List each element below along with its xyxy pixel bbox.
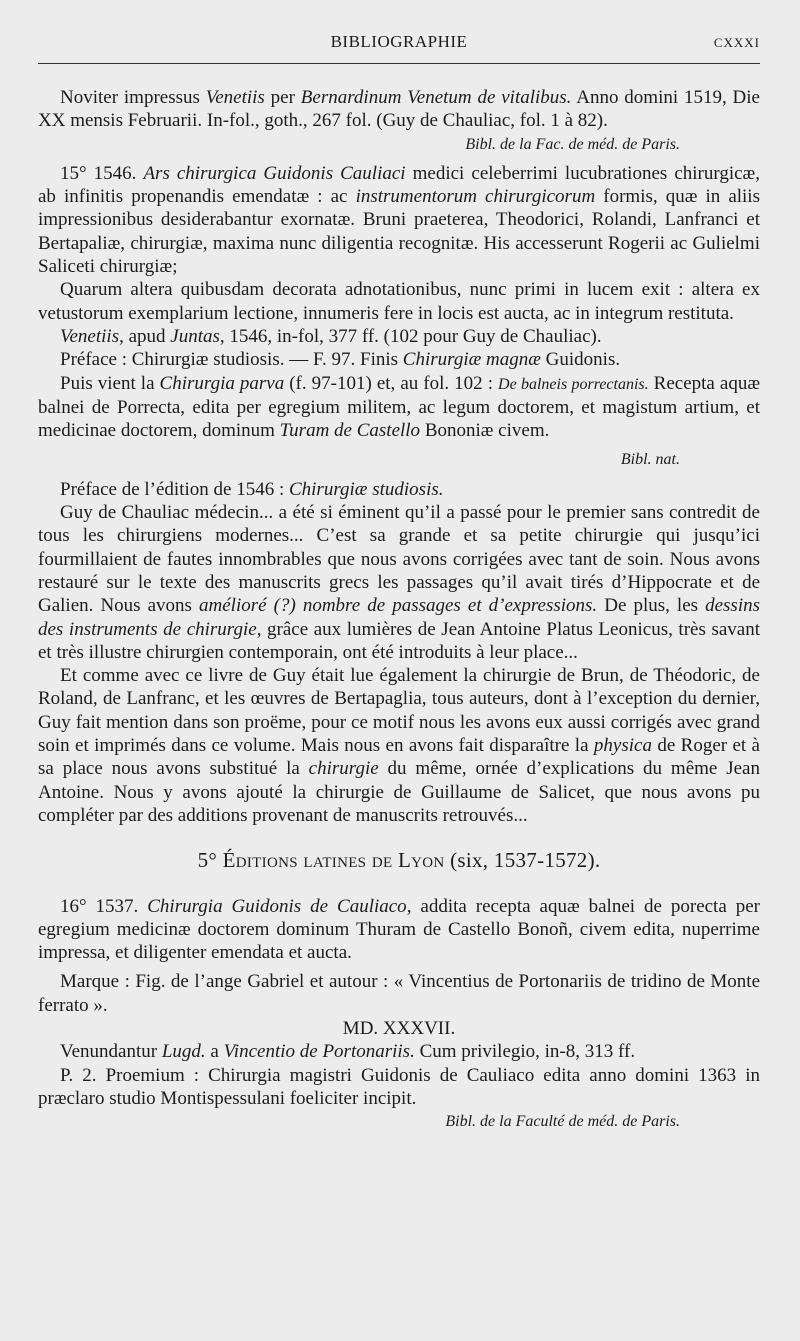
library-citation-1: Bibl. de la Fac. de méd. de Paris. (465, 135, 680, 153)
text-run: Venundantur (60, 1041, 162, 1063)
paragraph-venundantur (38, 1040, 760, 1063)
italic-run: chirurgie (308, 758, 379, 780)
header-rule (38, 63, 760, 64)
entry-number: 15° 1546. (60, 162, 144, 184)
text-run: Préface : Chirurgiæ studiosis. — F. 97. Finis (60, 349, 403, 371)
running-head (38, 28, 760, 58)
paragraph-guy-de-chauliac (38, 501, 760, 664)
text-run: Noviter impressus (60, 87, 206, 108)
text-run: du même, ornée d’explications du même Jean Antoine. Nous y avons ajouté la chirurgie de Guillaume de Salicet, que nous avons pu compléter par des additions provenant de manuscrits retrouvés... (38, 758, 760, 826)
text-run: Guidonis. (540, 349, 621, 371)
text-run: de Roger et à sa place nous avons substitué la (38, 735, 760, 780)
paragraph-preface (38, 348, 760, 371)
text-run: Et comme avec ce livre de Guy était lue également la chirurgie de Brun, de Théodoric, de Roland, de Lanfranc, et les œuvres de Bertapaglia, tous auteurs, dont à l’exception du dernier, Guy fait mention dans son proëme, pour ce motif nous les avons eux aussi corrigés avec grand soin et imprimés dans ce volume. Mais nous en avons fait disparaître la (38, 665, 760, 757)
text-run: formis, quæ in aliis impressionibus desiderabantur exornatæ. Bruni praeterea, Theodorici, Rolandi, Lanfranci et Bertapaliæ, chirurgiæ, maxima nunc diligentia recognitæ. His accesserunt Rogerii ac Gulielmi Saliceti chirurgiæ; (38, 186, 760, 278)
italic-run: Lugd. (161, 1041, 206, 1063)
italic-run: Ars chirurgica Guidonis Cauliaci (143, 162, 406, 184)
italic-run: Chirurgia parva (159, 372, 285, 394)
text-run: Préface de l’édition de 1546 : (60, 478, 289, 500)
library-citation-2: Bibl. nat. (620, 451, 680, 469)
paragraph-preface-1546 (38, 478, 760, 501)
paragraph-chirurgia-parva (38, 372, 760, 443)
italic-run: amélioré (?) nombre de passages et d’expressions. (199, 595, 598, 617)
text-run: Puis vient la (60, 372, 160, 394)
text-run: grâce aux lumières de Jean Antoine Platus Leonicus, très savant et très illustre chirurgien contemporain, ont été introduits à leur place... (38, 618, 760, 663)
italic-run: Chirurgiæ studiosis. (288, 478, 444, 500)
page-number: CXXXI (713, 35, 760, 50)
text-run: , apud (119, 325, 171, 347)
italic-run: physica (593, 735, 652, 757)
paragraph-1519-edition (38, 86, 760, 133)
italic-run: Vincentio de Portonariis. (223, 1041, 415, 1063)
text-run: , 1546, in-fol, 377 ff. (102 pour Guy de Chauliac). (219, 325, 602, 347)
paragraph-date: MD. XXXVII. (342, 1017, 456, 1039)
text-run: Recepta aquæ balnei de Porrecta, edita per egregium militem, ac legum doctorem, et magistum artium, et medicinae doctorem, dominum (38, 372, 761, 442)
library-citation-3: Bibl. de la Faculté de méd. de Paris. (445, 1113, 680, 1131)
italic-run: Venetiis (205, 87, 265, 108)
italic-run: dessins des instruments de chirurgie, (38, 595, 761, 640)
running-title: BIBLIOGRAPHIE (330, 32, 468, 51)
paragraph-marque: Marque : Fig. de l’ange Gabriel et autour : « Vincentius de Portonariis de tridino de Monte ferrato ». (38, 971, 760, 1016)
section-heading-lyon (38, 849, 760, 872)
italic-run: Venetiis (60, 325, 120, 347)
italic-run: Chirurgia Guidonis de Cauliaco (147, 895, 407, 917)
page-body (38, 86, 760, 1133)
text-run: 5° (197, 848, 223, 873)
text-run: Anno domini 1519, Die XX mensis Februarii. In-fol., goth., 267 fol. (Guy de Chauliac, fol. 1 à 82). (38, 87, 760, 132)
entry-number: 16° 1537. (60, 895, 148, 917)
paragraph-proemium: P. 2. Proemium : Chirurgia magistri Guidonis de Cauliaco edita anno domini 1363 in præclaro studio Montispessulani foeliciter incipit. (38, 1064, 760, 1109)
paragraph-1537-edition (38, 895, 760, 965)
text-run: Cum privilegio, in-8, 313 ff. (414, 1041, 636, 1063)
text-run: , addita recepta aquæ balnei de porecta per egregium medicinæ doctorem dominum Thuram de Castello Bonoñ, civem edita, nuperrime impressa, et diligenter emendata et aucta. (38, 895, 760, 964)
text-run: De plus, les (597, 595, 706, 617)
text-run: (six, 1537-1572). (444, 848, 601, 873)
text-run: medici celeberrimi lucubrationes chirurgicæ, ab infinitis propenandis emendatæ : ac (38, 162, 760, 208)
paragraph-quarum: Quarum altera quibusdam decorata adnotationibus, nunc primi in lucem exit : altera ex vetustorum exemplarium lectione, innumeris fere in locis est aucta, ac in integrum restituta. (38, 279, 760, 324)
text-run: a (205, 1041, 224, 1063)
italic-run: instrumentorum chirurgicorum (355, 186, 596, 208)
text-run: (f. 97-101) et, au fol. 102 : (284, 372, 499, 394)
italic-run: Bernardinum Venetum de vitalibus. (300, 87, 572, 108)
paragraph-venetiis (38, 325, 760, 348)
text-run: Guy de Chauliac médecin... a été si éminent qu’il a passé pour le premier sans contredit de tous les chirurgiens modernes... C’est sa grande et sa petite chirurgie qui jusqu’ici fourmillaient de fautes innombrables que nous avons corrigées avec tant de soin. Nous avons restauré sur le texte des manuscrits grecs les passages qu’il avait tirés d’Hippocrate et de Galien. Nous avons (38, 502, 760, 617)
text-run: per (264, 87, 301, 108)
italic-run: Turam de Castello (279, 420, 421, 442)
italic-run: Juntas (170, 325, 220, 347)
italic-run: De balneis porrectanis. (498, 375, 649, 393)
italic-run: Chirurgiæ magnæ (402, 349, 541, 371)
text-run: Bononiæ civem. (420, 420, 550, 442)
small-caps-run: Éditions latines de Lyon (222, 848, 445, 873)
paragraph-et-comme (38, 664, 760, 827)
paragraph-1546-edition (38, 162, 760, 278)
